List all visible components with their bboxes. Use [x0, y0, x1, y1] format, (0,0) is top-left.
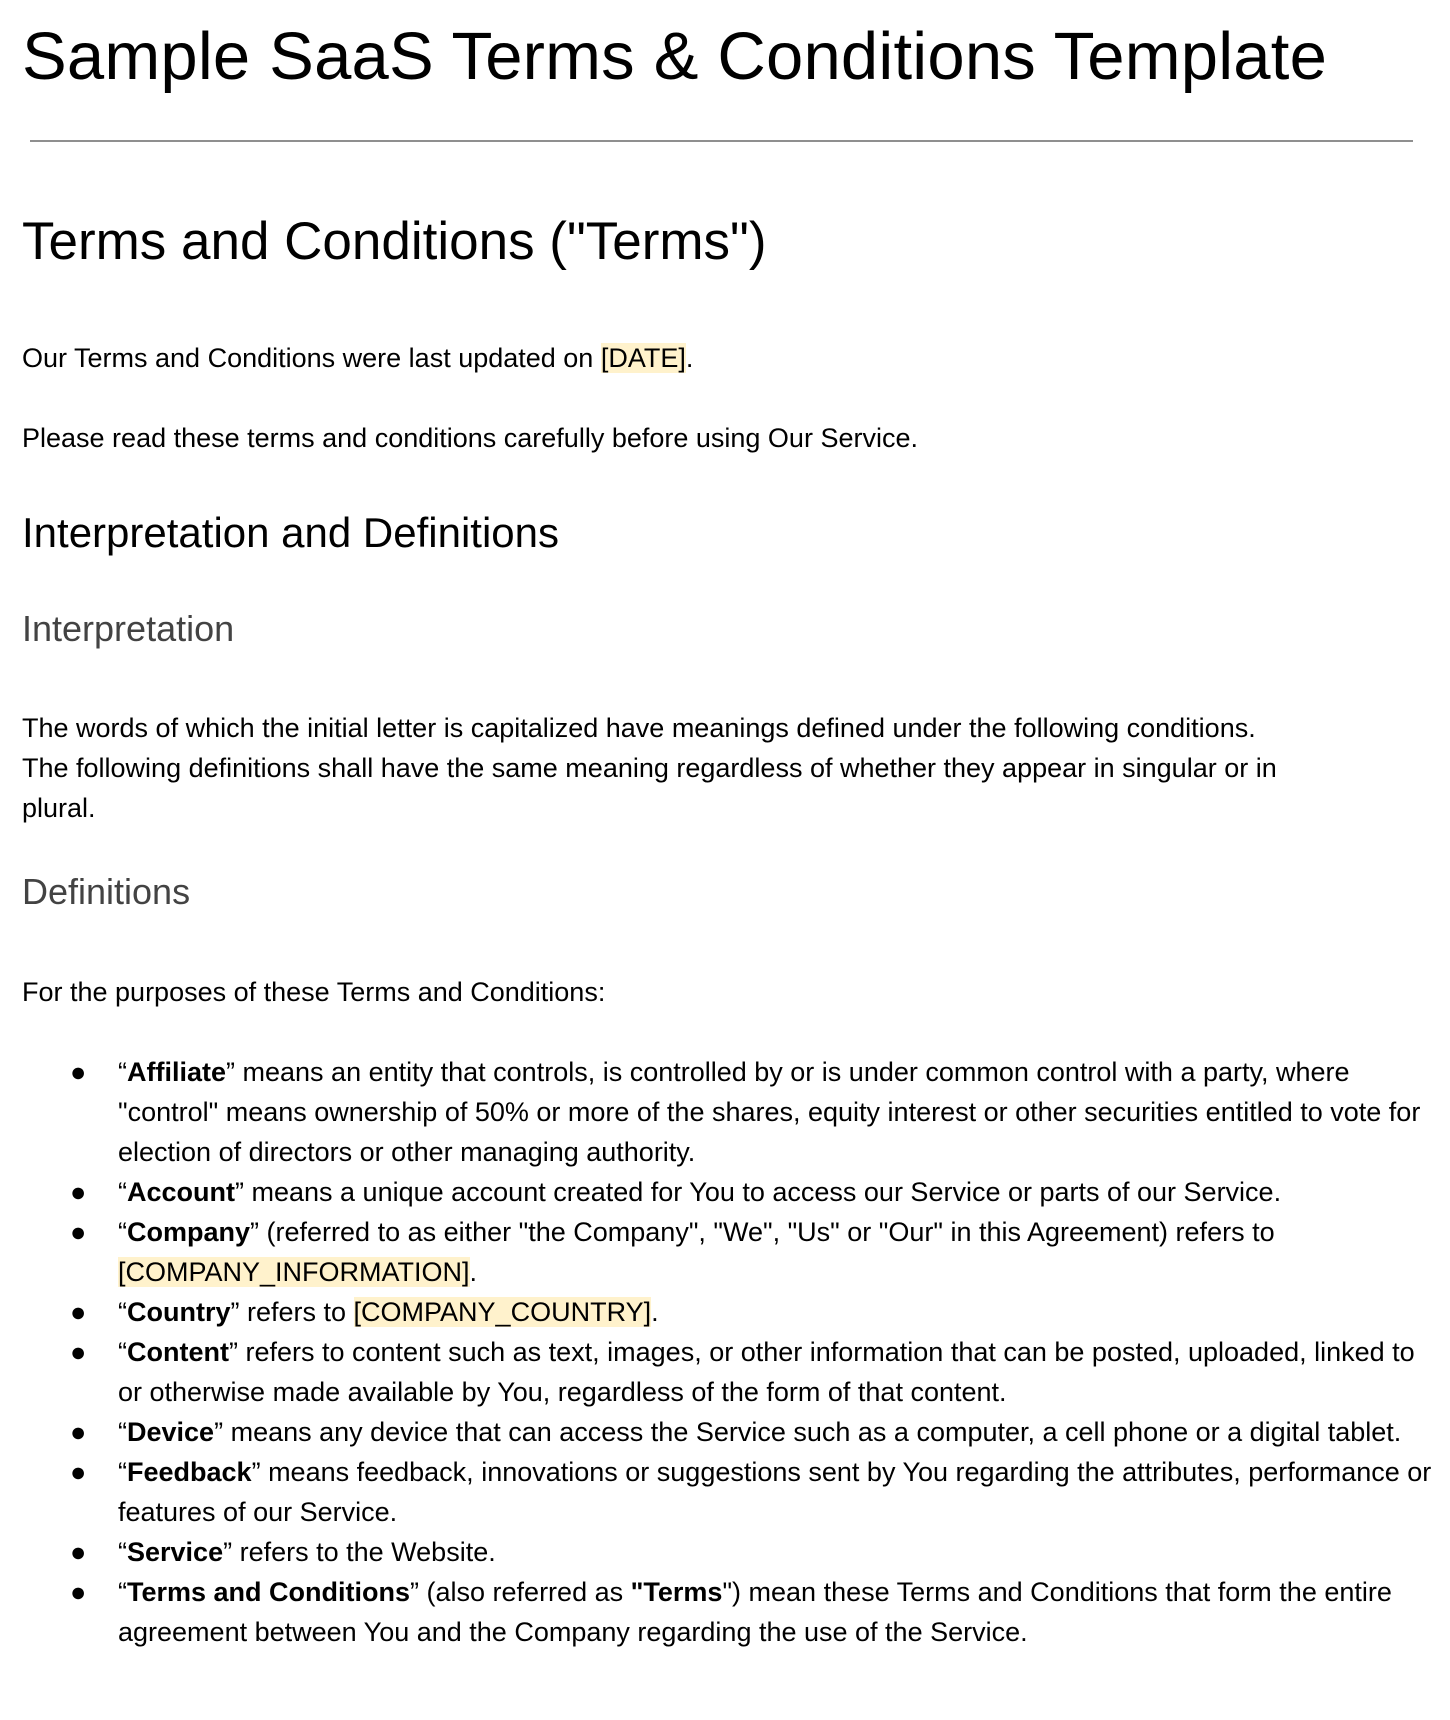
- definition-text-continued: ") mean these Terms and Conditions that form the entire agreement between You and the Company regarding the use of the Service.: [118, 1577, 1392, 1647]
- terms-heading: Terms and Conditions ("Terms"): [22, 212, 767, 271]
- definitions-list: [22, 1052, 1432, 1652]
- company-country-placeholder: [COMPANY_COUNTRY]: [353, 1297, 652, 1327]
- interpretation-line-2: The following definitions shall have the same meaning regardless of whether they appear in singular or in: [22, 753, 1277, 783]
- definition-term-short: "Terms: [630, 1577, 723, 1607]
- definition-term: Country: [127, 1297, 231, 1327]
- definition-company: ● “Company” (referred to as either "the Company", "We", "Us" or "Our" in this Agreement) refers to [COMPANY_INFORMATION].: [22, 1212, 1432, 1292]
- definition-text: (also referred as: [419, 1577, 631, 1607]
- definition-affiliate: ● “Affiliate” means an entity that controls, is controlled by or is under common control with a party, where "control" means ownership of 50% or more of the shares, equity interest or other securities entitled to vote for election of directors or other managing authority.: [22, 1052, 1432, 1172]
- date-placeholder: [DATE]: [600, 343, 686, 373]
- bullet-icon: ●: [70, 1537, 87, 1567]
- definition-text: refers to content such as text, images, or other information that can be posted, uploaded, linked to or otherwise made available by You, regardless of the form of that content.: [118, 1337, 1415, 1407]
- definition-content: ● “Content” refers to content such as text, images, or other information that can be posted, uploaded, linked to or otherwise made available by You, regardless of the form of that content.: [22, 1332, 1432, 1412]
- definition-text: refers to: [239, 1297, 354, 1327]
- definition-country: ● “Country” refers to [COMPANY_COUNTRY].: [22, 1292, 1432, 1332]
- bullet-icon: ●: [70, 1417, 87, 1447]
- interpretation-line-1: The words of which the initial letter is capitalized have meanings defined under the following conditions.: [22, 713, 1256, 743]
- definition-term: Account: [127, 1177, 235, 1207]
- last-updated-line: [22, 338, 693, 378]
- bullet-icon: ●: [70, 1217, 87, 1247]
- bullet-icon: ●: [70, 1177, 87, 1207]
- read-carefully-paragraph: Please read these terms and conditions carefully before using Our Service.: [22, 423, 918, 453]
- definition-text: means any device that can access the Service such as a computer, a cell phone or a digital tablet.: [223, 1417, 1402, 1447]
- definition-term: Device: [127, 1417, 215, 1447]
- definition-text: means feedback, innovations or suggestions sent by You regarding the attributes, performance or features of our Service.: [118, 1457, 1432, 1527]
- bullet-icon: ●: [70, 1577, 87, 1607]
- definition-text: means a unique account created for You to access our Service or parts of our Service.: [244, 1177, 1282, 1207]
- last-updated-prefix: Our Terms and Conditions were last updated on: [22, 343, 601, 373]
- definition-device: ● “Device” means any device that can access the Service such as a computer, a cell phone or a digital tablet.: [22, 1412, 1432, 1452]
- definition-term: Service: [127, 1537, 224, 1567]
- definition-term: Company: [127, 1217, 251, 1247]
- interpretation-line-3: plural.: [22, 793, 96, 823]
- definition-service: ● “Service” refers to the Website.: [22, 1532, 1432, 1572]
- document-title: Sample SaaS Terms & Conditions Template: [22, 19, 1328, 94]
- definitions-intro: For the purposes of these Terms and Conditions:: [22, 977, 606, 1007]
- definition-feedback: ● “Feedback” means feedback, innovations or suggestions sent by You regarding the attributes, performance or features of our Service.: [22, 1452, 1432, 1532]
- title-divider: [30, 140, 1413, 142]
- definition-text: (referred to as either "the Company", "We", "Us" or "Our" in this Agreement) refers to: [259, 1217, 1275, 1247]
- bullet-icon: ●: [70, 1057, 87, 1087]
- last-updated-suffix: .: [685, 343, 694, 373]
- definition-text: refers to the Website.: [232, 1537, 496, 1567]
- definition-term: Affiliate: [127, 1057, 227, 1087]
- definition-term: Terms and Conditions: [127, 1577, 411, 1607]
- bullet-icon: ●: [70, 1297, 87, 1327]
- definition-term: Feedback: [127, 1457, 252, 1487]
- company-information-placeholder: [COMPANY_INFORMATION]: [118, 1257, 470, 1287]
- definition-terms-and-conditions: ● “Terms and Conditions” (also referred as "Terms") mean these Terms and Conditions that form the entire agreement between You and the Company regarding the use of the Service.: [22, 1572, 1432, 1652]
- bullet-icon: ●: [70, 1457, 87, 1487]
- interpretation-definitions-heading: Interpretation and Definitions: [22, 509, 559, 556]
- definitions-subheading: Definitions: [22, 871, 191, 912]
- definition-account: ● “Account” means a unique account created for You to access our Service or parts of our Service.: [22, 1172, 1432, 1212]
- definition-text: means an entity that controls, is controlled by or is under common control with a party, where "control" means ownership of 50% or more of the shares, equity interest or other securities entitled to vote for election of directors or other managing authority.: [118, 1057, 1421, 1167]
- interpretation-subheading: Interpretation: [22, 608, 235, 649]
- definition-term: Content: [127, 1337, 229, 1367]
- bullet-icon: ●: [70, 1337, 87, 1367]
